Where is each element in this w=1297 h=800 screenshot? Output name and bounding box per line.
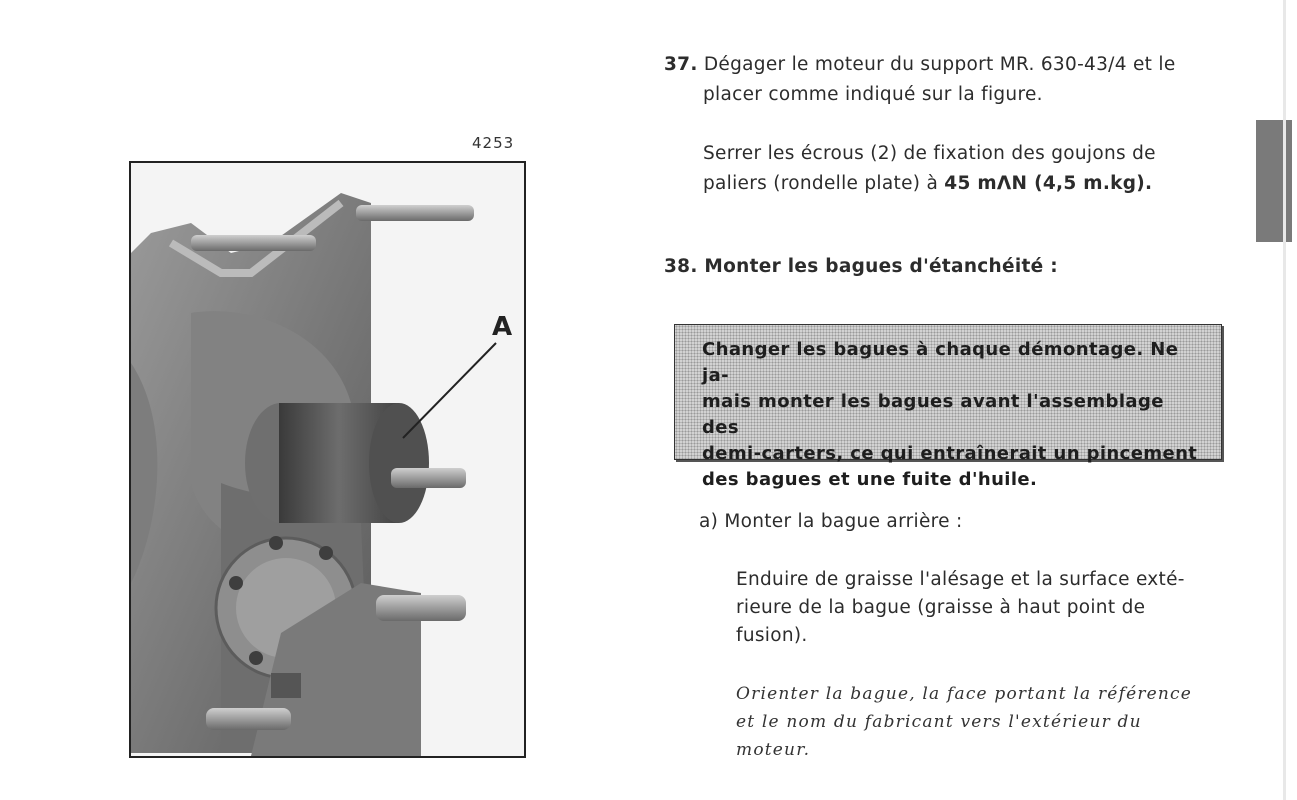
engine-photo-illustration xyxy=(131,163,524,756)
tighten-instruction xyxy=(703,139,1223,199)
figure-number: 4253 xyxy=(472,134,515,152)
orientation-line-1: Orienter la bague, la face portant la référence xyxy=(736,684,1193,704)
engine-photo-figure xyxy=(129,161,526,758)
step-37-line-2: placer comme indiqué sur la figure. xyxy=(703,84,1043,105)
orientation-line-2: et le nom du fabricant vers l'extérieur du xyxy=(736,712,1142,732)
tighten-line-1: Serrer les écrous (2) de fixation des goujons de xyxy=(703,143,1156,164)
orientation-line-3: moteur. xyxy=(736,740,811,760)
callout-label-a: A xyxy=(492,312,513,342)
tighten-line-2: paliers (rondelle plate) à xyxy=(703,173,945,194)
warning-box xyxy=(674,324,1222,490)
grease-instruction xyxy=(736,566,1236,650)
torque-value: 45 mΛN (4,5 m.kg). xyxy=(944,173,1153,194)
section-thumb-tab xyxy=(1256,120,1292,242)
warning-line-2: mais monter les bagues avant l'assemblage des xyxy=(702,391,1164,438)
grease-line-3: fusion). xyxy=(736,625,808,646)
step-37-number: 37. xyxy=(664,54,698,75)
substep-a-heading: a) Monter la bague arrière : xyxy=(699,511,963,532)
page-edge xyxy=(1283,0,1286,800)
grease-line-1: Enduire de graisse l'alésage et la surface exté- xyxy=(736,569,1185,590)
step-37 xyxy=(664,50,1224,110)
grease-line-2: rieure de la bague (graisse à haut point de xyxy=(736,597,1146,618)
warning-line-3: demi-carters, ce qui entraînerait un pincement xyxy=(702,443,1198,464)
warning-line-1: Changer les bagues à chaque démontage. Ne ja- xyxy=(702,339,1179,386)
warning-line-4: des bagues et une fuite d'huile. xyxy=(702,469,1038,490)
orientation-note xyxy=(736,680,1236,764)
step-38-heading: 38. Monter les bagues d'étanchéité : xyxy=(664,256,1058,277)
step-37-line-1: Dégager le moteur du support MR. 630-43/4 et le xyxy=(703,54,1176,75)
warning-text xyxy=(702,337,1202,493)
